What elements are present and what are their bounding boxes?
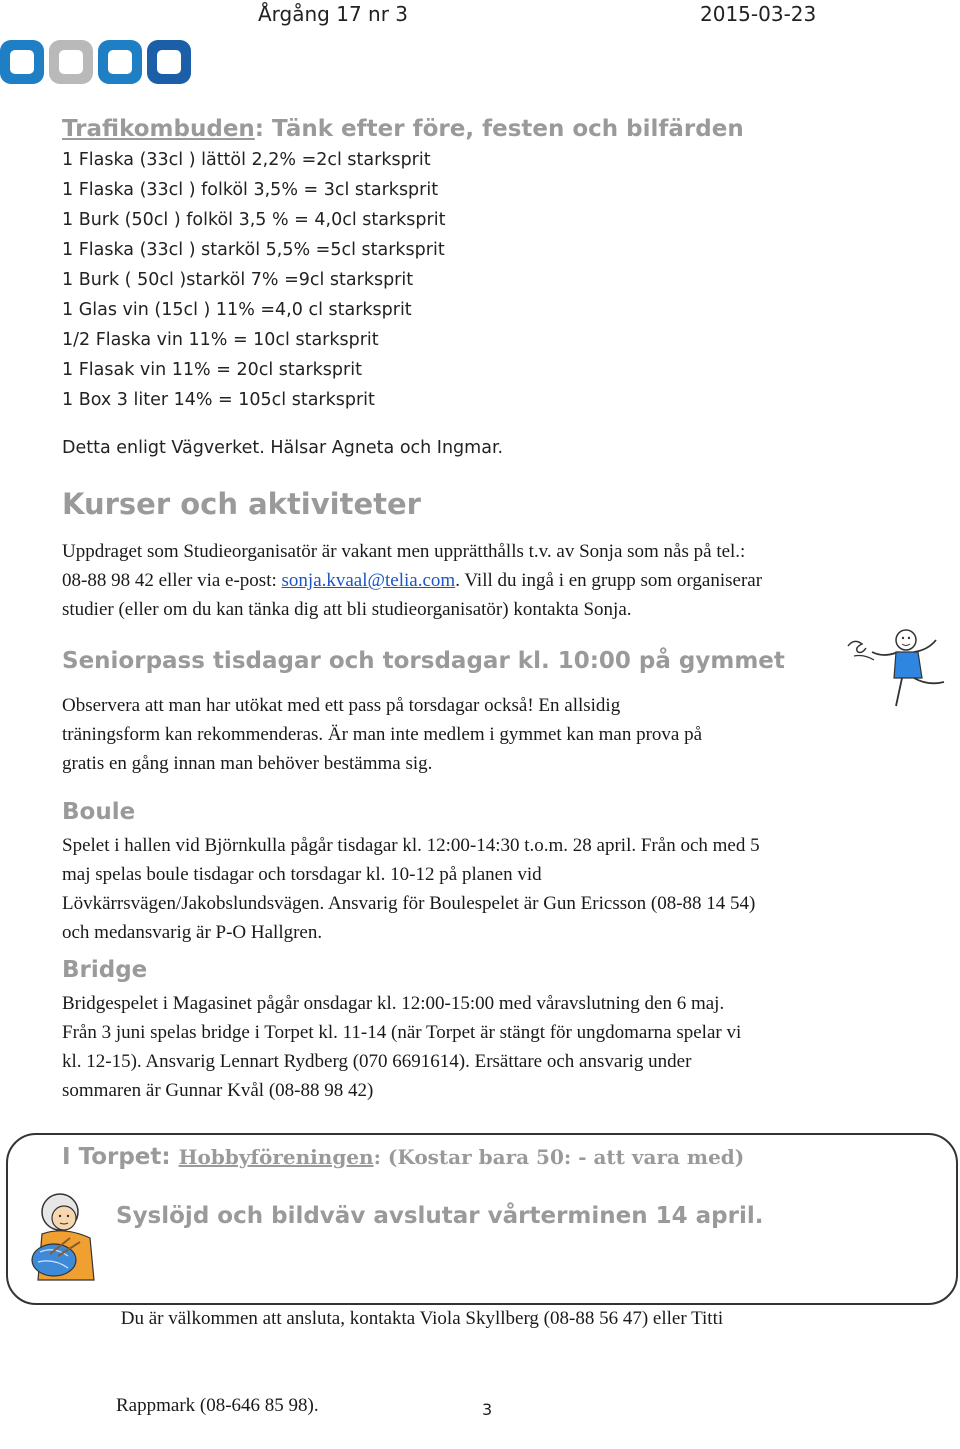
logo-square-2 (49, 40, 93, 84)
boule-line: Spelet i hallen vid Björnkulla pågår tisdagar kl. 12:00-14:30 t.o.m. 28 april. Från och med 5 (62, 835, 760, 856)
seniorpass-line: gratis en gång innan man behöver bestämma sig. (62, 753, 433, 774)
boule-line: Lövkärrsvägen/Jakobslundsvägen. Ansvarig för Boulespelet är Gun Ericsson (08-88 14 54) (62, 893, 756, 914)
issue-date: 2015-03-23 (700, 2, 817, 26)
torpet-heading (62, 1144, 744, 1170)
bridge-line: kl. 12-15). Ansvarig Lennart Rydberg (070 6691614). Ersättare och ansvarig under (62, 1051, 692, 1072)
drink-line: 1 Flaska (33cl ) starköl 5,5% =5cl starksprit (62, 240, 445, 260)
drink-line: 1 Burk (50cl ) folköl 3,5 % = 4,0cl starksprit (62, 210, 446, 230)
club-price: : (Kostar bara 50: - att vara med) (373, 1145, 745, 1169)
knitting-illustration (20, 1190, 110, 1286)
traffic-note: Detta enligt Vägverket. Hälsar Agneta och Ingmar. (62, 438, 504, 458)
courses-line-text: 08-88 98 42 eller via e-post: (62, 570, 282, 591)
issue-volume: Årgång 17 nr 3 (258, 2, 409, 26)
logo-square-4 (147, 40, 191, 84)
traffic-heading-text: : Tänk efter före, festen och bilfärden (254, 116, 744, 142)
drink-line: 1 Flasak vin 11% = 20cl starksprit (62, 360, 362, 380)
bridge-line: Från 3 juni spelas bridge i Torpet kl. 11-14 (när Torpet är stängt för ungdomarna spelar vi (62, 1022, 742, 1043)
dancer-illustration (840, 626, 950, 716)
boule-heading: Boule (62, 799, 136, 825)
logo-square-3 (98, 40, 142, 84)
seniorpass-line: Observera att man har utökat med ett pass på torsdagar också! En allsidig (62, 695, 621, 716)
club-info (179, 1145, 745, 1169)
torpet-paragraph (116, 1246, 723, 1449)
seniorpass-heading: Seniorpass tisdagar och torsdagar kl. 10:00 på gymmet (62, 648, 785, 674)
bridge-heading: Bridge (62, 957, 148, 983)
boule-paragraph (62, 831, 760, 947)
boule-line: och medansvarig är P-O Hallgren. (62, 922, 323, 943)
torpet-title: I Torpet: (62, 1144, 179, 1170)
courses-line: studier (eller om du kan tänka dig att bli studieorganisatör) kontakta Sonja. (62, 599, 632, 620)
torpet-line: Rappmark (08-646 85 98). (116, 1395, 319, 1416)
seniorpass-paragraph (62, 691, 702, 778)
email-link[interactable]: sonja.kvaal@telia.com (281, 570, 456, 591)
boule-line: maj spelas boule tisdagar och torsdagar kl. 10-12 på planen vid (62, 864, 542, 885)
bridge-paragraph (62, 989, 741, 1105)
page-number: 3 (482, 1400, 493, 1419)
bridge-line: Bridgespelet i Magasinet pågår onsdagar kl. 12:00-15:00 med våravslutning den 6 maj. (62, 993, 725, 1014)
courses-line (62, 566, 762, 595)
seniorpass-line: träningsform kan rekommenderas. Är man inte medlem i gymmet kan man prova på (62, 724, 703, 745)
bridge-line: sommaren är Gunnar Kvål (08-88 98 42) (62, 1080, 374, 1101)
traffic-heading (62, 116, 744, 142)
torpet-line: Du är välkommen att ansluta, kontakta Viola Skyllberg (08-88 56 47) eller Titti (116, 1308, 724, 1329)
drink-line: 1 Box 3 liter 14% = 105cl starksprit (62, 390, 375, 410)
traffic-link[interactable]: Trafikombuden (62, 116, 255, 142)
newsletter-logo (0, 40, 192, 86)
logo-square-1 (0, 40, 44, 84)
courses-heading: Kurser och aktiviteter (62, 487, 421, 521)
drink-line: 1/2 Flaska vin 11% = 10cl starksprit (62, 330, 379, 350)
drink-line: 1 Flaska (33cl ) folköl 3,5% = 3cl starksprit (62, 180, 439, 200)
drink-line: 1 Burk ( 50cl )starköl 7% =9cl starksprit (62, 270, 414, 290)
drink-line: 1 Glas vin (15cl ) 11% =4,0 cl starksprit (62, 300, 412, 320)
courses-paragraph (62, 537, 762, 624)
drink-line: 1 Flaska (33cl ) lättöl 2,2% =2cl starksprit (62, 150, 431, 170)
torpet-subheading: Syslöjd och bildväv avslutar vårterminen 14 april. (116, 1203, 764, 1229)
club-link[interactable]: Hobbyföreningen (178, 1145, 374, 1169)
courses-line: Uppdraget som Studieorganisatör är vakant men upprätthålls t.v. av Sonja som nås på tel.: (62, 541, 746, 562)
courses-line-text: . Vill du ingå i en grupp som organiserar (455, 570, 763, 591)
